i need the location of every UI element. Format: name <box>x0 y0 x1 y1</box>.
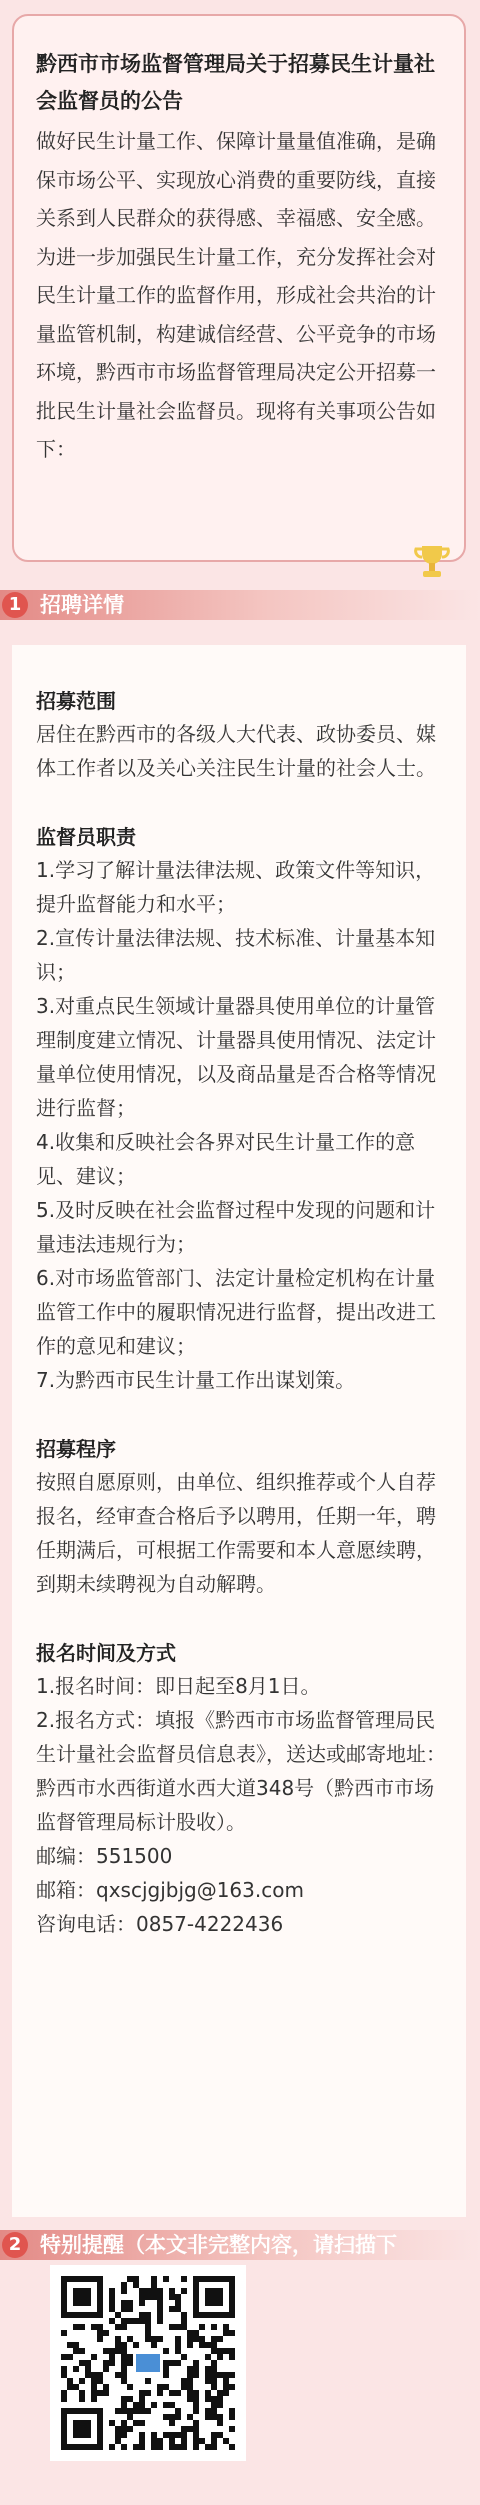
qr-code[interactable] <box>50 2265 246 2461</box>
content-card <box>12 645 466 2217</box>
recruit-scope-block <box>36 685 450 785</box>
procedure-block <box>36 1433 450 1601</box>
duties-block <box>36 821 450 1397</box>
procedure-heading: 招募程序 <box>36 1437 116 1461</box>
registration-block <box>36 1637 450 1941</box>
section-number: 1 <box>2 592 28 618</box>
qr-code-icon <box>50 2265 246 2461</box>
section-header-recruit-details <box>0 590 480 620</box>
section-header-special-reminder <box>0 2230 480 2260</box>
duty-item: 3.对重点民生领域计量器具使用单位的计量管理制度建立情况、计量器具使用情况、法定计量单位使用情况，以及商品量是否合格等情况进行监督； <box>36 994 436 1120</box>
duty-item: 2.宣传计量法律法规、技术标准、计量基本知识； <box>36 926 436 984</box>
postcode: 邮编：551500 <box>36 1844 173 1868</box>
duty-item: 4.收集和反映社会各界对民生计量工作的意见、建议； <box>36 1130 416 1188</box>
duties-heading: 监督员职责 <box>36 825 136 849</box>
registration-time: 1.报名时间：即日起至8月1日。 <box>36 1674 321 1698</box>
recruit-scope-text: 居住在黔西市的各级人大代表、政协委员、媒体工作者以及关心关注民生计量的社会人士。 <box>36 722 436 780</box>
intro-card <box>12 14 466 562</box>
section-number: 2 <box>2 2232 28 2258</box>
duty-item: 7.为黔西市民生计量工作出谋划策。 <box>36 1368 356 1392</box>
procedure-text: 按照自愿原则，由单位、组织推荐或个人自荐报名，经审查合格后予以聘用，任期一年，聘任期满后，可根据工作需要和本人意愿续聘，到期未续聘视为自动解聘。 <box>36 1470 436 1596</box>
trophy-icon <box>408 542 456 582</box>
email: 邮箱：qxscjgjbjg@163.com <box>36 1878 304 1902</box>
phone: 咨询电话：0857-4222436 <box>36 1912 284 1936</box>
registration-method: 2.报名方式：填报《黔西市市场监督管理局民生计量社会监督员信息表》，送达或邮寄地址：黔西市水西街道水西大道348号（黔西市市场监督管理局标计股收）。 <box>36 1708 446 1834</box>
section-title: 特别提醒（本文非完整内容，请扫描下 <box>40 2233 397 2257</box>
announcement-intro: 做好民生计量工作、保障计量量值准确，是确保市场公平、实现放心消费的重要防线，直接关系到人民群众的获得感、幸福感、安全感。为进一步加强民生计量工作，充分发挥社会对民生计量工作的监督作用，形成社会共治的计量监管机制，构建诚信经营、公平竞争的市场环境，黔西市市场监督管理局决定公开招募一批民生计量社会监督员。现将有关事项公告如下： <box>36 129 436 461</box>
announcement-title: 黔西市市场监督管理局关于招募民生计量社会监督员的公告 <box>36 52 435 113</box>
registration-heading: 报名时间及方式 <box>36 1641 176 1665</box>
recruit-scope-heading: 招募范围 <box>36 689 116 713</box>
duty-item: 6.对市场监管部门、法定计量检定机构在计量监管工作中的履职情况进行监督，提出改进工作的意见和建议； <box>36 1266 436 1358</box>
duty-item: 5.及时反映在社会监督过程中发现的问题和计量违法违规行为； <box>36 1198 436 1256</box>
duty-item: 1.学习了解计量法律法规、政策文件等知识，提升监督能力和水平； <box>36 858 436 916</box>
section-title: 招聘详情 <box>40 593 124 617</box>
